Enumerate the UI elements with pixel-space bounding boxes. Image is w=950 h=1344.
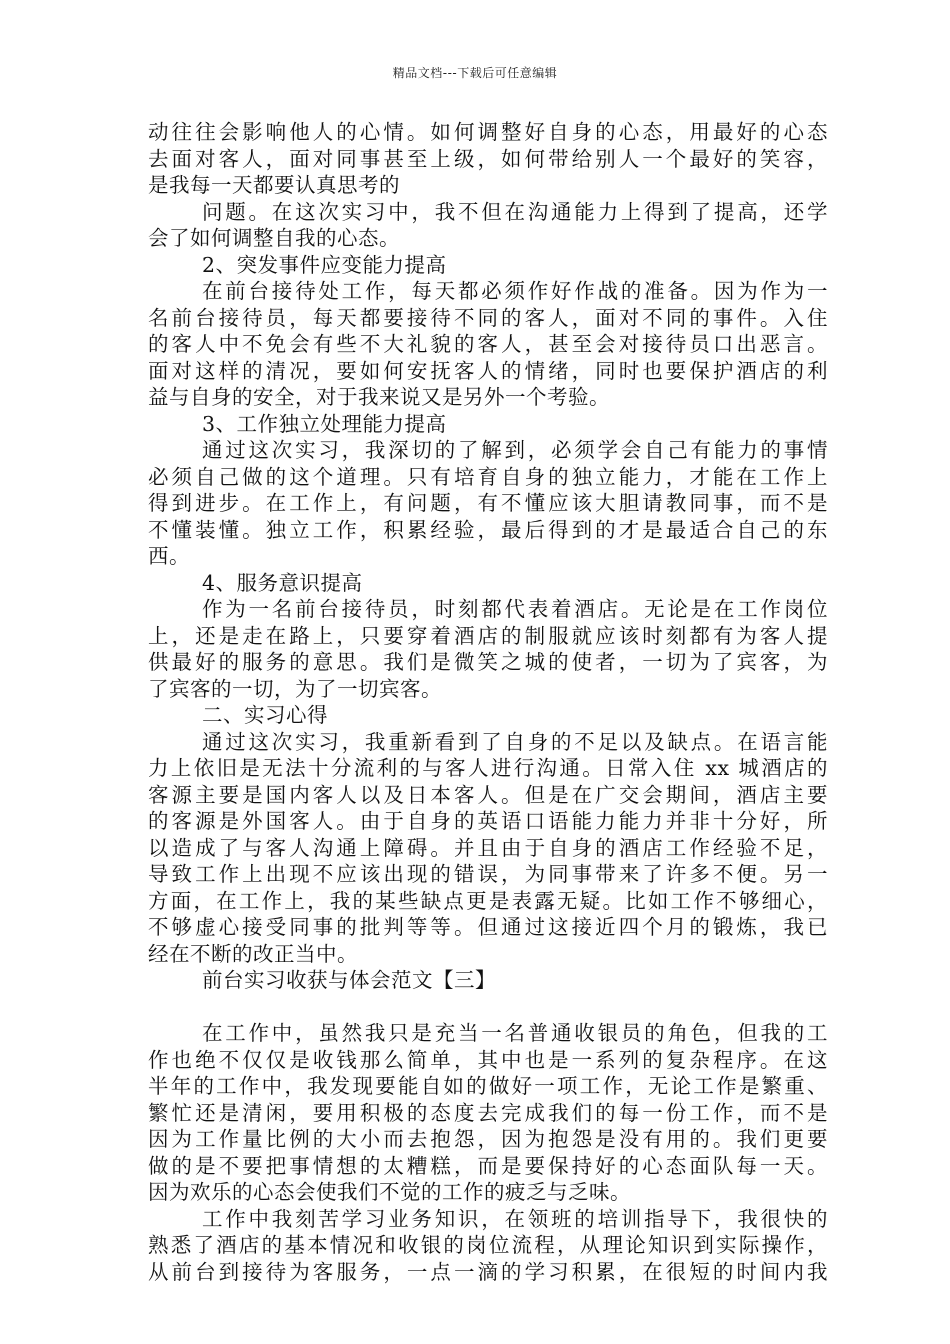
text-line: 作也绝不仅仅是收钱那么简单，其中也是一系列的复杂程序。在这 [148,1047,828,1072]
section-heading: 4、服务意识提高 [202,570,363,595]
text-line: 工作中我刻苦学习业务知识，在领班的培训指导下，我很快的 [202,1206,828,1231]
text-line: 会了如何调整自我的心态。 [148,226,400,250]
section-title: 前台实习收获与体会范文【三】 [202,968,496,992]
text-line: 因为欢乐的心态会使我们不觉的工作的疲乏与乏味。 [148,1180,631,1204]
text-line: 力上依旧是无法十分流利的与客人进行沟通。日常入住 xx 城酒店的 [148,756,828,780]
text-line: 做的是不要把事情想的太糟糕，而是要保持好的心态面队每一天。 [148,1153,828,1178]
text-line: 供最好的服务的意思。我们是微笑之城的使者，一切为了宾客，为 [148,650,828,674]
text-line: 熟悉了酒店的基本情况和收银的岗位流程，从理论知识到实际操作， [148,1233,828,1257]
text-line: 在前台接待处工作，每天都必须作好作战的准备。因为作为一 [202,279,828,303]
blank-line [148,994,828,1021]
text-line: 半年的工作中，我发现要能自如的做好一项工作，无论工作是繁重、 [148,1074,828,1098]
text-line: 通过这次实习，我深切的了解到，必须学会自己有能力的事情 [202,438,828,462]
text-line: 客源主要是国内客人以及日本客人。但是在广交会期间，酒店主要 [148,782,828,807]
text-line: 因为工作量比例的大小而去抱怨，因为抱怨是没有用的。我们更要 [148,1127,828,1151]
text-line: 去面对客人，面对同事甚至上级，如何带给别人一个最好的笑容， [148,146,828,171]
text-line: 得到进步。在工作上，有问题，有不懂应该大胆请教同事，而不是 [148,491,828,515]
text-line: 繁忙还是清闲，要用积极的态度去完成我们的每一份工作，而不是 [148,1100,828,1125]
text-line: 问题。在这次实习中，我不但在沟通能力上得到了提高，还学 [202,199,828,224]
text-line: 方面，在工作上，我的某些缺点更是表露无疑。比如工作不够细心， [148,888,828,913]
text-line: 通过这次实习，我重新看到了自身的不足以及缺点。在语言能 [202,729,828,754]
text-line: 以造成了与客人沟通上障碍。并且由于自身的酒店工作经验不足， [148,835,828,860]
text-line: 的客人中不免会有些不大礼貌的客人，甚至会对接待员口出恶言。 [148,332,828,356]
text-line: 了宾客的一切，为了一切宾客。 [148,676,442,701]
section-heading: 二、实习心得 [202,703,328,727]
text-line: 名前台接待员，每天都要接待不同的客人，面对不同的事件。入住 [148,305,828,330]
text-line: 作为一名前台接待员，时刻都代表着酒店。无论是在工作岗位 [202,597,828,621]
text-line: 导致工作上出现不应该出现的错误，为同事带来了许多不便。另一 [148,862,828,886]
text-line: 的客源是外国客人。由于自身的英语口语能力能力并非十分好，所 [148,809,828,833]
text-line: 从前台到接待为客服务，一点一滴的学习积累，在很短的时间内我 [148,1259,828,1284]
text-line: 不够虚心接受同事的批判等等。但通过这接近四个月的锻炼，我已 [148,915,828,939]
text-line: 西。 [148,544,190,568]
text-line: 在工作中，虽然我只是充当一名普通收银员的角色，但我的工 [202,1021,828,1045]
section-heading: 2、突发事件应变能力提高 [202,252,447,277]
document-body [148,119,828,1285]
text-line: 是我每一天都要认真思考的 [148,173,400,197]
text-line: 面对这样的清况，要如何安抚客人的情绪，同时也要保护酒店的利 [148,358,828,383]
text-line: 不懂装懂。独立工作，积累经验，最后得到的才是最适合自己的东 [148,517,828,542]
text-line: 益与自身的安全，对于我来说又是另外一个考验。 [148,385,610,409]
text-line: 上，还是走在路上，只要穿着酒店的制服就应该时刻都有为客人提 [148,623,828,648]
page-header: 精品文档---下载后可任意编辑 [392,66,558,80]
text-line: 必须自己做的这个道理。只有培育自身的独立能力，才能在工作上 [148,464,828,489]
text-line: 经在不断的改正当中。 [148,941,358,966]
section-heading: 3、工作独立处理能力提高 [202,411,447,436]
text-line: 动往往会影响他人的心情。如何调整好自身的心态，用最好的心态 [148,120,828,144]
